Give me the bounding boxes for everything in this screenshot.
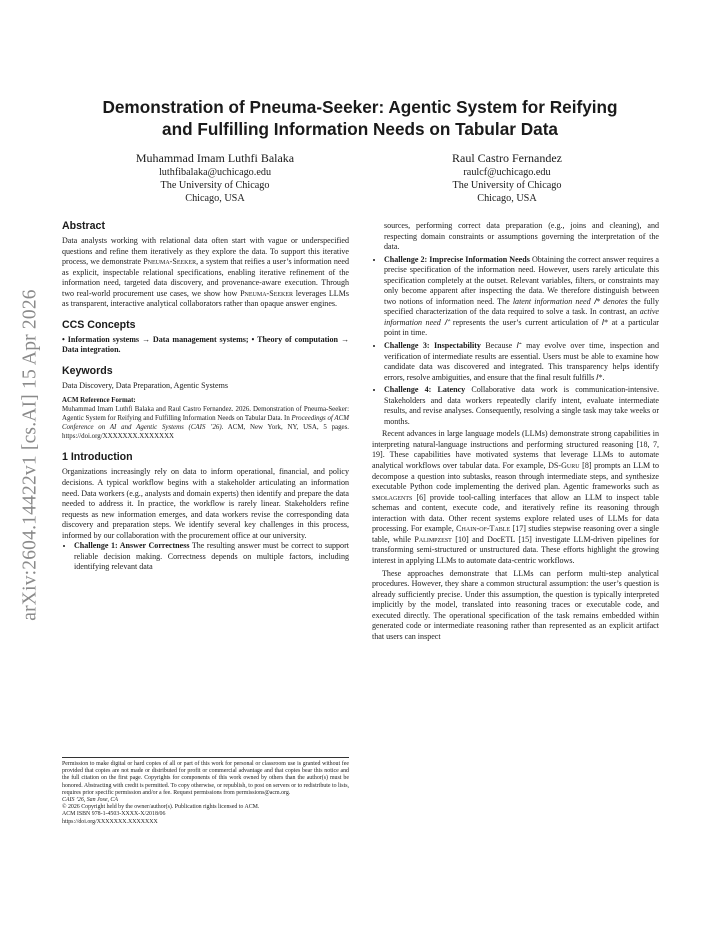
related-work-paragraph: Recent advances in large language models (LLMs) demonstrate strong capabilities in interpreting natural-language instructions and performing structured reasoning [18, 7, 19]. These capabilities have motivated systems that leverage LLMs to automate analytical workflows over tabular data. For example, DS-Guru [8] prompts an LLM to decompose a question into subtasks, reason through intermediate steps, and synthesize executable Python code implementing the derived plan. Agentic frameworks such as smolagents [6] provide tool-calling interfaces that allow an LLM to inspect table schemas and content, execute code, and iteratively refine its reasoning through interaction with data. Other recent systems explore related uses of LLMs for data processing. For example, Chain-of-Table [17] studies stepwise reasoning over a single table, while Palimpzest [10] and DocETL [15] investigate LLM-driven pipelines for transforming semi-structured or unstructured data. These efforts highlight the growing interest in applying LLMs to automate data-centric workflows. bbox=[372, 429, 659, 565]
challenge-list bbox=[62, 541, 349, 573]
author-affiliation: The University of Chicago bbox=[452, 180, 562, 192]
doi-note: https://doi.org/XXXXXXX.XXXXXXX bbox=[62, 818, 158, 825]
author-block-1 bbox=[90, 151, 340, 206]
abstract-heading: Abstract bbox=[62, 220, 105, 232]
ccs-text: • Information systems → Data management systems; • Theory of computation → Data integration. bbox=[62, 334, 349, 355]
abstract-text: Data analysts working with relational data often start with vague or underspecified questions and refine them iteratively as they explore the data. To support this iterative process, we demonstrate Pneuma-Seeker, a system that reifies a user’s information need as explicit, inspectable relational specifications, enabling iterative refinement of the information need, targeted data discovery, and provenance-aware execution. Through two real-world procurement use cases, we show how Pneuma-Seeker leverages LLMs as transparent, interactive analytical collaborators rather than opaque answer engines. bbox=[62, 236, 350, 309]
title-line-2: and Fulfilling Information Needs on Tabular Data bbox=[162, 119, 558, 139]
reference-format-heading: ACM Reference Format: bbox=[62, 397, 136, 405]
conference-note: CAIS ’26, San Jose, CA bbox=[62, 797, 118, 804]
challenge-1-continued: sources, performing correct data preparation (e.g., joins and cleaning), and respecting domain constraints or assumptions governing the interpretation of the data. bbox=[384, 221, 659, 252]
copyright-note: © 2026 Copyright held by the owner/author(s). Publication rights licensed to ACM. bbox=[62, 804, 260, 811]
challenge-4: • Challenge 4: Latency Collaborative data work is communication-intensive. Stakeholders and data workers repeatedly clarify intent, evaluate intermediate results, and revise analyses. Consequently, resolving a single task may take weeks or months. bbox=[384, 385, 659, 427]
reference-format bbox=[62, 396, 349, 441]
challenge-1: • Challenge 1: Answer Correctness The resulting answer must be correct to support reliable decision making. Correctness depends on multiple factors, including identifying relevant data bbox=[74, 541, 349, 573]
author-email: raulcf@uchicago.edu bbox=[463, 167, 551, 178]
left-column bbox=[62, 220, 349, 575]
isbn-note: ACM ISBN 978-1-4503-XXXX-X/2018/06 bbox=[62, 811, 166, 818]
keywords-text: Data Discovery, Data Preparation, Agentic Systems bbox=[62, 380, 228, 390]
arxiv-stamp bbox=[10, 235, 52, 675]
author-email: luthfibalaka@uchicago.edu bbox=[158, 167, 272, 178]
reference-format-text: Muhammad Imam Luthfi Balaka and Raul Castro Fernandez. 2026. Demonstration of Pneuma-Seeker: Agentic System for Reifying and Fulfilling Information Needs on Tabular Data. In Proceedings of ACM Conference on AI and Agentic Systems (CAIS ’26). ACM, New York, NY, USA, 5 pages. https://doi.org/XXXXXXX.XXXXXXX bbox=[62, 406, 349, 441]
assumption-paragraph: These approaches demonstrate that LLMs can perform multi-step analytical procedures. However, they share a common structural assumption: the user’s question is already sufficiently precise. Under this assumption, the question is typically interpreted implicitly by the model, translated into reasoning traces or executable code, and executed directly. The operational specification of the task remains embedded within generated code or intermediate reasoning rather than represented as an explicit artifact that users can inspect bbox=[372, 568, 659, 641]
title-line-1: Demonstration of Pneuma-Seeker: Agentic System for Reifying bbox=[102, 97, 618, 117]
author-block-2 bbox=[382, 151, 632, 206]
challenge-list-continued bbox=[372, 255, 659, 428]
permission-text: Permission to make digital or hard copies of all or part of this work for personal or classroom use is granted without fee provided that copies are not made or distributed for profit or commercial advantage and that copies bear this notice and the full citation on the first page. Copyrights for components of this work owned by others than the author(s) must be honored. Abstracting with credit is permitted. To copy otherwise, or republish, to post on servers or to redistribute to lists, requires prior specific permission and/or a fee. Request permissions from permissions@acm.org. bbox=[62, 761, 349, 796]
author-name: Muhammad Imam Luthfi Balaka bbox=[135, 151, 295, 165]
copyright-footnote bbox=[62, 757, 349, 826]
intro-paragraph: Organizations increasingly rely on data to inform operational, financial, and policy decisions. A typical workflow begins with a stakeholder articulating an information need. Data workers (e.g., analysts and domain experts) then identify and prepare the data needed to address it. In practice, the workflow is rarely linear. Stakeholders refine requests as new information emerges, and data workers revise the corresponding data discovery and preparation steps. We identify several key challenges in this process, informed by our collaboration with the procurement office at our university. bbox=[62, 467, 349, 540]
paper-title bbox=[60, 96, 660, 140]
ccs-heading: CCS Concepts bbox=[62, 318, 136, 331]
keywords-heading: Keywords bbox=[62, 364, 113, 377]
challenge-2: • Challenge 2: Imprecise Information Needs Obtaining the correct answer requires a precise specification of the information need. However, users rarely articulate this specification completely at the outset. Relevant variables, filters, or constraints may only become apparent after inspecting the data. We therefore distinguish between two notions of information need. The latent information need 𝐼* denotes the fully specified characterization of the data required to solve a task. In contrast, an active information need 𝐼⁺ represents the user’s current articulation of 𝐼* at a particular point in time. bbox=[384, 255, 659, 339]
author-affiliation: The University of Chicago bbox=[160, 180, 270, 192]
author-name: Raul Castro Fernandez bbox=[452, 151, 562, 165]
author-location: Chicago, USA bbox=[185, 193, 245, 205]
right-column bbox=[372, 221, 659, 642]
author-location: Chicago, USA bbox=[477, 193, 537, 205]
challenge-3: • Challenge 3: Inspectability Because 𝐼⁺ may evolve over time, inspection and verification of intermediate results are essential. Users must be able to examine how candidate data was discovered and integrated. This transparency helps identify errors, resolve ambiguities, and ensure that the final result fulfills 𝐼*. bbox=[384, 341, 659, 383]
intro-heading: 1 Introduction bbox=[62, 451, 133, 464]
arxiv-stamp-text: arXiv:2604.14422v1 [cs.AI] 15 Apr 2026 bbox=[20, 289, 42, 621]
